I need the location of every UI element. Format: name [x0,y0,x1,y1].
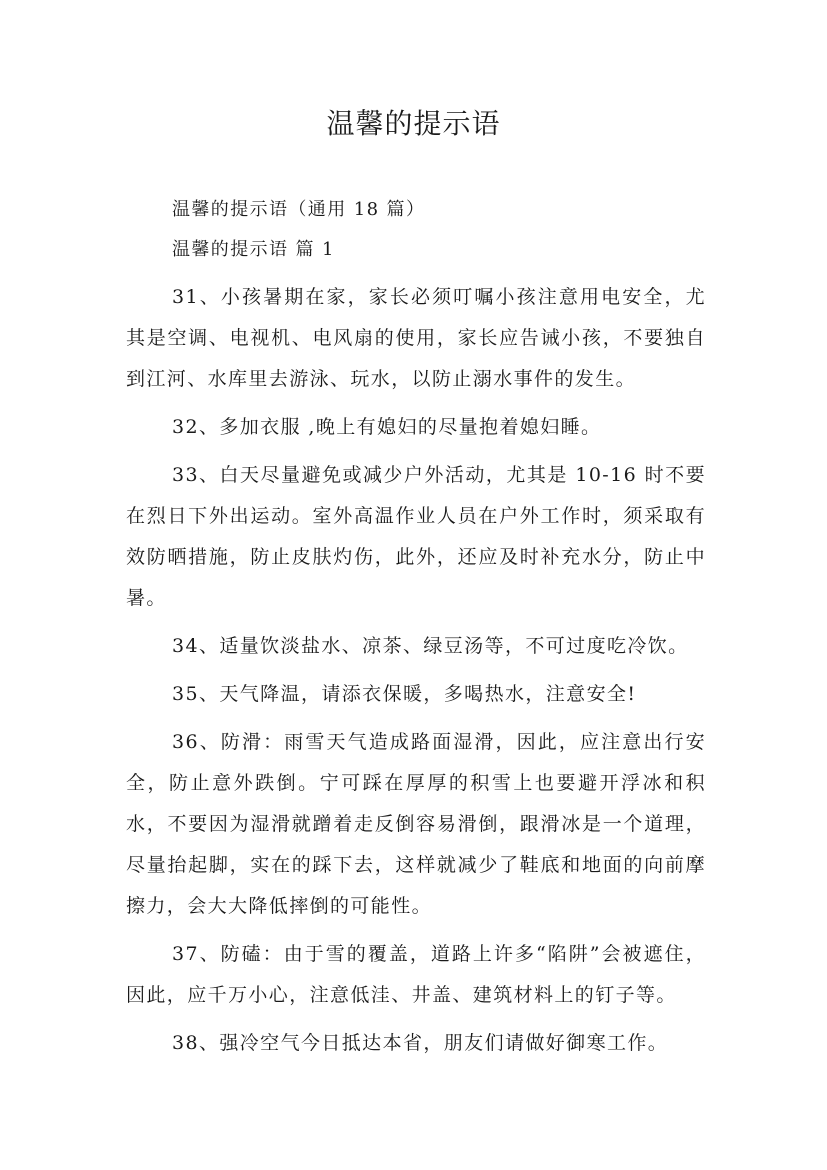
paragraph-34: 34、适量饮淡盐水、凉茶、绿豆汤等，不可过度吃冷饮。 [172,635,689,657]
paragraph-31: 31、小孩暑期在家，家长必须叮嘱小孩注意用电安全，尤其是空调、电视机、电风扇的使用，家长应告诫小孩，不要独自到江河、水库里去游泳、玩水，以防止溺水事件的发生。 [126,286,706,390]
paragraph-37: 37、防磕：由于雪的覆盖，道路上许多“陷阱”会被遮住，因此，应千万小心，注意低洼、井盖、建筑材料上的钉子等。 [126,943,706,1006]
paragraph-38: 38、强冷空气今日抵达本省，朋友们请做好御寒工作。 [172,1032,669,1054]
document-title: 温馨的提示语 [326,107,501,140]
paragraph-32: 32、多加衣服 ,晚上有媳妇的尽量抱着媳妇睡。 [172,416,602,438]
subtitle-part: 温馨的提示语 篇 1 [172,239,335,260]
paragraph-33: 33、白天尽量避免或减少户外活动，尤其是 10-16 时不要在烈日下外出运动。室外高温作业人员在户外工作时，须采取有效防晒措施，防止皮肤灼伤，此外，还应及时补充水分，防止中暑。 [126,464,706,609]
subtitle-collection: 温馨的提示语（通用 18 篇） [172,199,426,220]
document-body [126,193,706,1064]
paragraph-35: 35、天气降温，请添衣保暖，多喝热水，注意安全! [172,683,637,705]
paragraph-36: 36、防滑：雨雪天气造成路面湿滑，因此，应注意出行安全，防止意外跌倒。宁可踩在厚厚的积雪上也要避开浮冰和积水，不要因为湿滑就蹭着走反倒容易滑倒，跟滑冰是一个道理，尽量抬起脚，实在的踩下去，这样就减少了鞋底和地面的向前摩擦力，会大大降低摔倒的可能性。 [126,731,706,917]
